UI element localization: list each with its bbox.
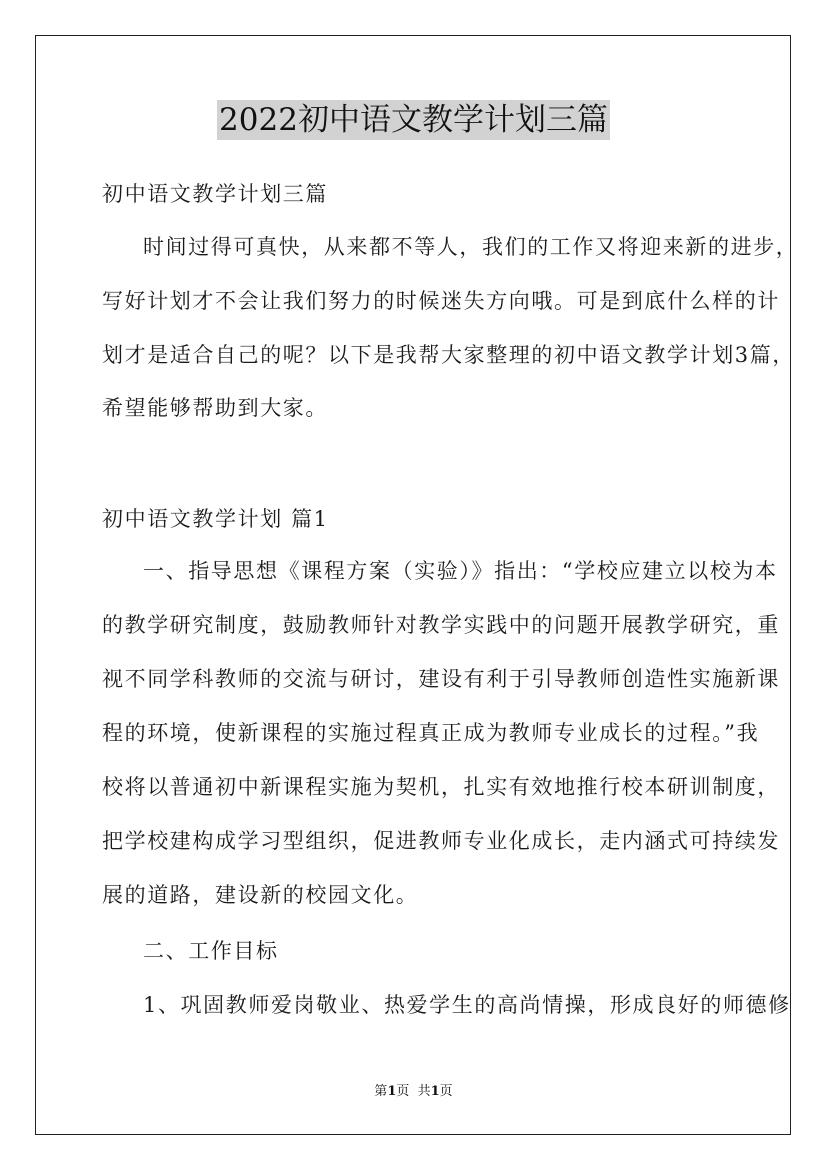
footer-page-prefix: 第 bbox=[374, 1084, 388, 1099]
para1-line: 校将以普通初中新课程实施为契机，扎实有效地推行校本研训制度， bbox=[102, 775, 780, 799]
para1-line: 视不同学科教师的交流与研讨，建设有利于引导教师创造性实施新课 bbox=[102, 667, 780, 691]
footer-page-mid: 页 共 bbox=[396, 1084, 431, 1099]
para1-line: 一、指导思想《课程方案（实验）》指出：“学校应建立以校为本 bbox=[143, 559, 778, 583]
intro-line: 时间过得可真快，从来都不等人，我们的工作又将迎来新的进步， bbox=[143, 235, 799, 259]
title-wrap bbox=[0, 100, 827, 140]
section1-heading: 初中语文教学计划 篇1 bbox=[102, 507, 329, 531]
para1-line: 程的环境，使新课程的实施过程真正成为教师专业成长的过程。”我 bbox=[102, 721, 760, 745]
footer-page-suffix: 页 bbox=[439, 1084, 453, 1099]
footer-page-number: 1 bbox=[387, 1084, 397, 1099]
para1-line: 把学校建构成学习型组织，促进教师专业化成长，走内涵式可持续发 bbox=[102, 829, 780, 853]
page-footer bbox=[0, 1083, 827, 1101]
para1-line: 的教学研究制度，鼓励教师针对教学实践中的问题开展教学研究，重 bbox=[102, 613, 780, 637]
footer-page-total: 1 bbox=[430, 1084, 440, 1099]
document-title: 2022初中语文教学计划三篇 bbox=[219, 102, 608, 138]
intro-line: 划才是适合自己的呢？以下是我帮大家整理的初中语文教学计划3篇， bbox=[102, 343, 795, 367]
para1-line: 展的道路，建设新的校园文化。 bbox=[102, 883, 419, 907]
goal1-line: 1、巩固教师爱岗敬业、热爱学生的高尚情操，形成良好的师德修 bbox=[143, 993, 791, 1017]
intro-line: 希望能够帮助到大家。 bbox=[102, 396, 328, 420]
section2-heading: 二、工作目标 bbox=[143, 939, 279, 963]
document-subtitle: 初中语文教学计划三篇 bbox=[102, 182, 328, 206]
intro-line: 写好计划才不会让我们努力的时候迷失方向哦。可是到底什么样的计 bbox=[102, 289, 780, 313]
